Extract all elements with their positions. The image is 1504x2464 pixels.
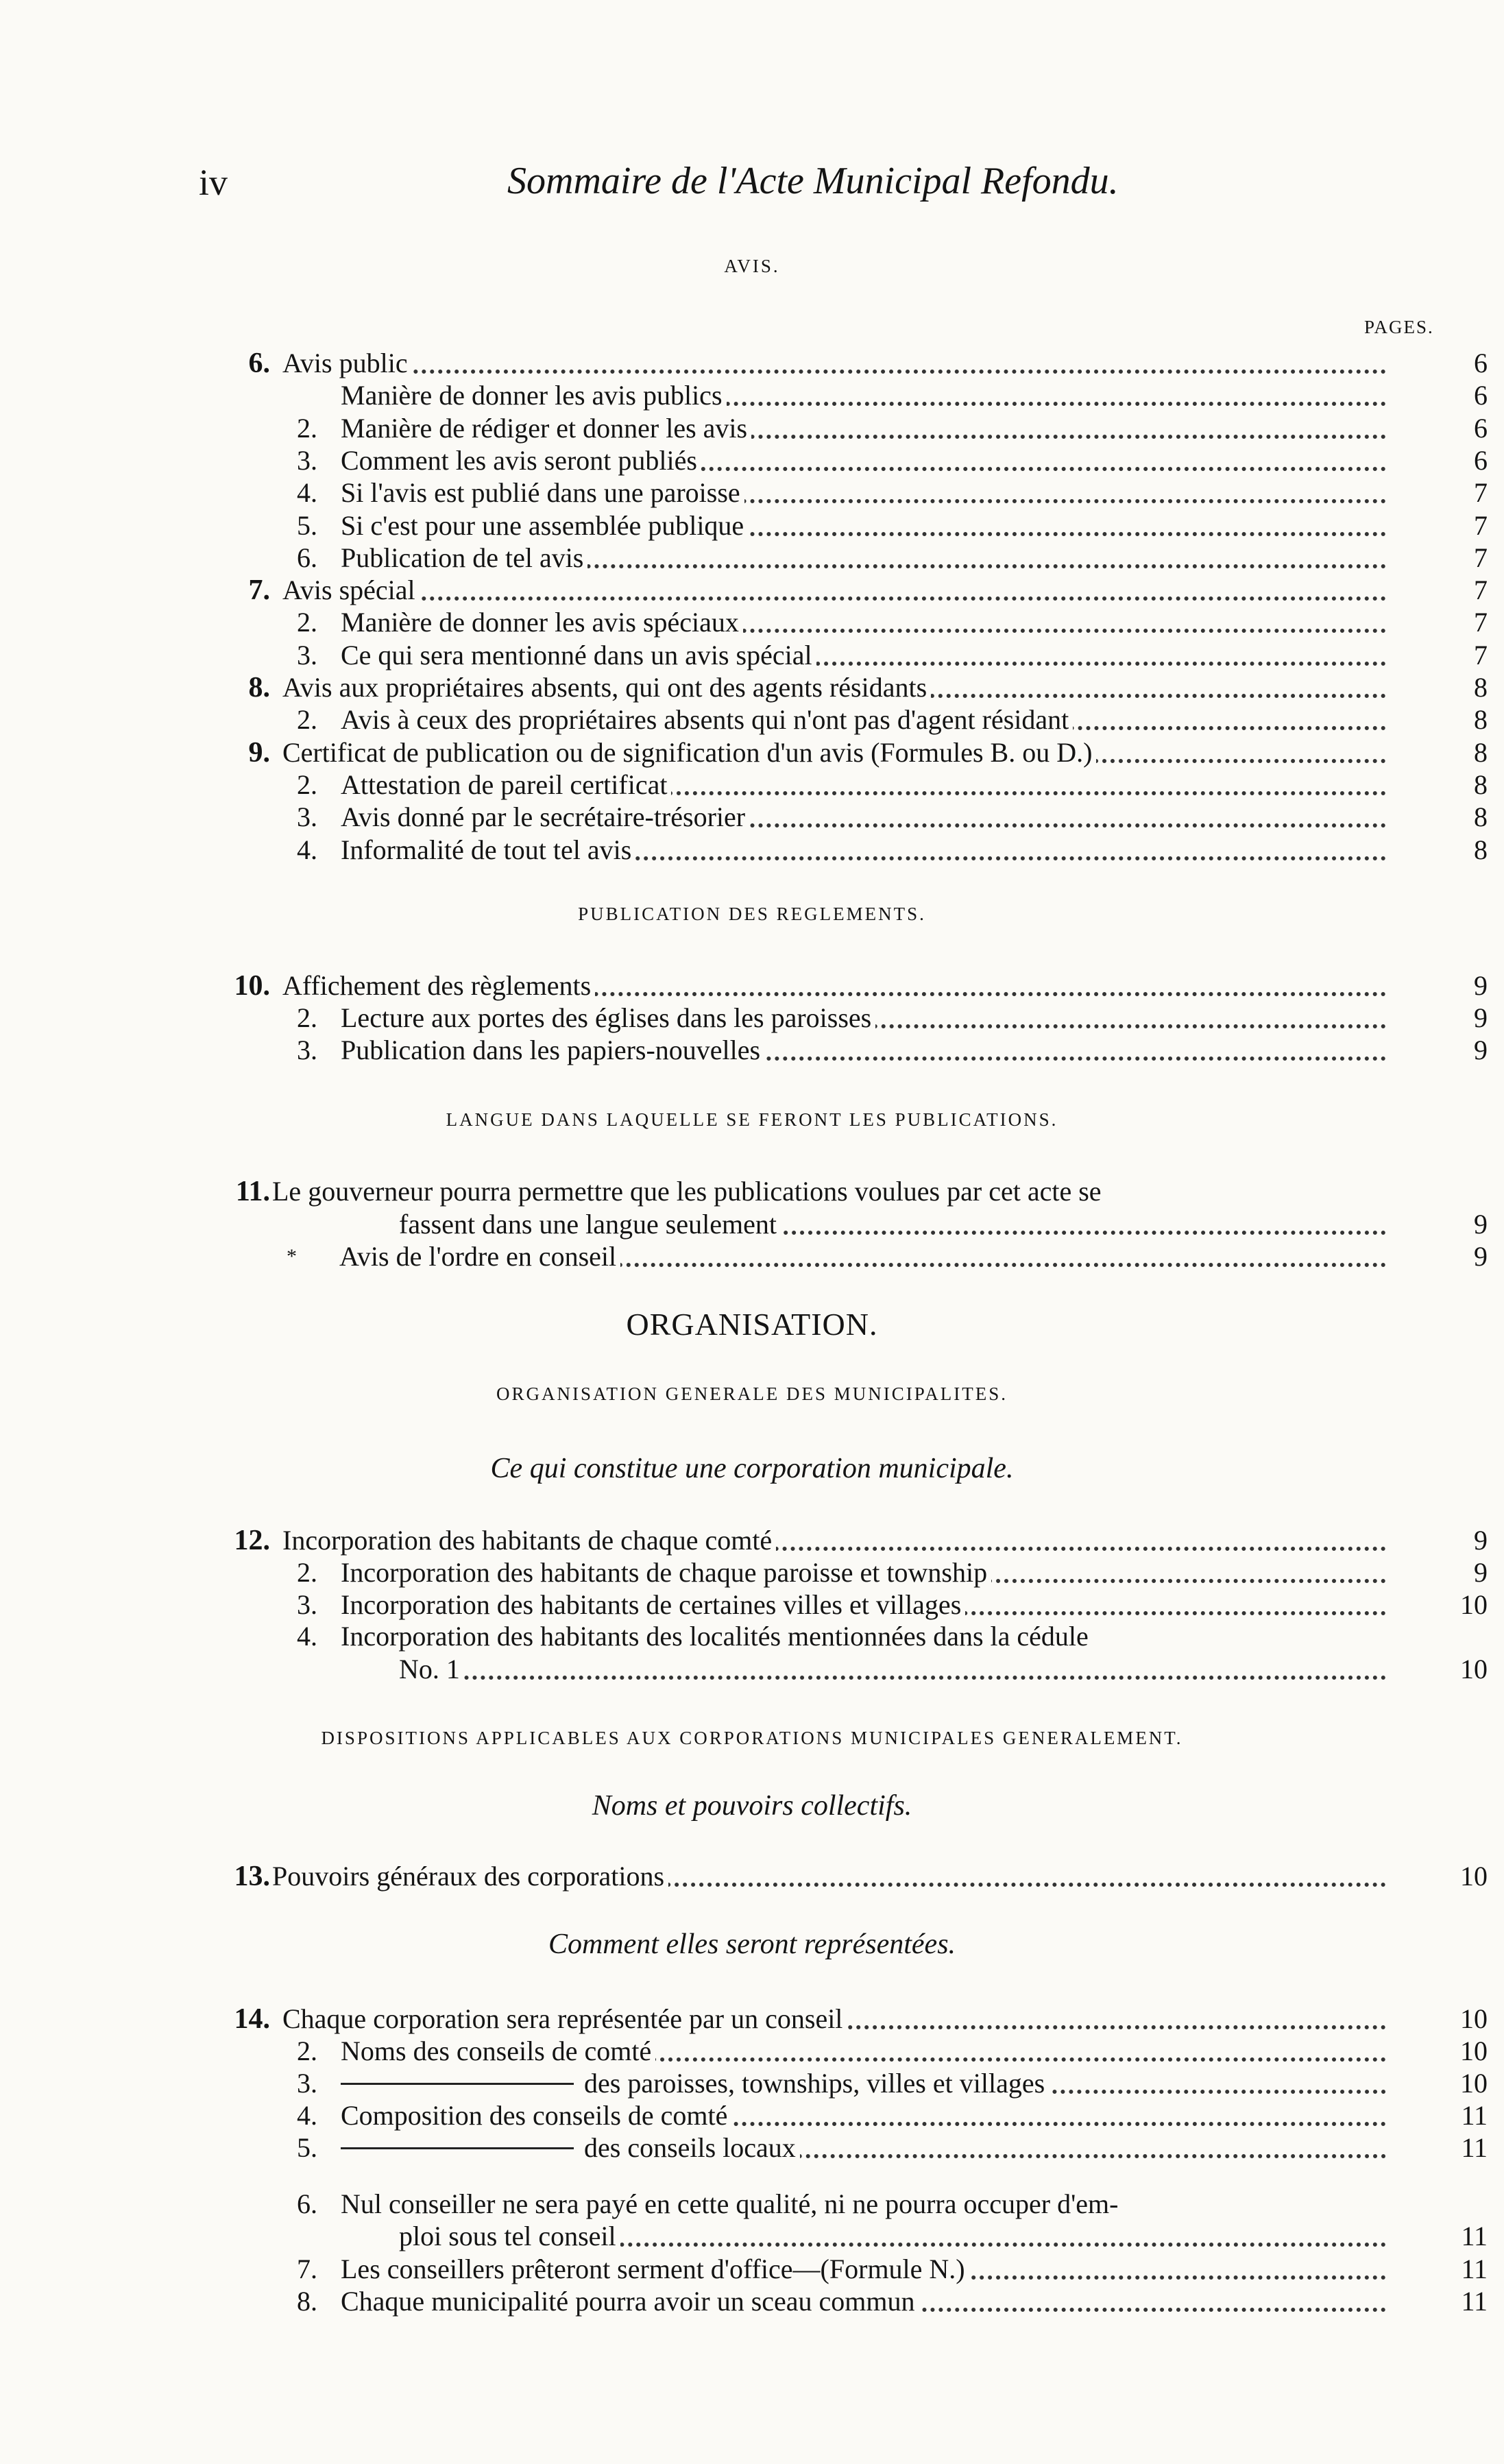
entry-text: Avis public: [282, 348, 412, 378]
entry-page: 9: [1474, 1557, 1488, 1588]
entry-number: 14.: [234, 2003, 270, 2035]
entry-page: 11: [1461, 2221, 1488, 2251]
entry-text: Composition des conseils de comté: [341, 2100, 731, 2131]
toc-entry: [0, 541, 1504, 575]
section-title-dispositions: DISPOSITIONS APPLICABLES AUX CORPORATIONS MUNICIPALES GENERALEMENT.: [321, 1728, 1183, 1748]
entry-text: Pouvoirs généraux des corporations: [272, 1861, 668, 1892]
toc-entry: [0, 378, 1504, 413]
toc-entry: [0, 800, 1504, 834]
entry-page: 7: [1474, 509, 1488, 541]
toc-entry: [0, 2066, 1504, 2101]
entry-text: fassent dans une langue seulement: [399, 1209, 781, 1240]
entry-page: 9: [1474, 1525, 1488, 1556]
entry-text: Le gouverneur pourra permettre que les publications voulues par cet acte se: [272, 1176, 1102, 1207]
entry-subnumber: 3.: [297, 801, 317, 833]
entry-text: Si c'est pour une assemblée publique: [341, 510, 748, 541]
entry-subnumber: 3.: [297, 2068, 317, 2099]
entry-text: Publication dans les papiers-nouvelles: [341, 1035, 764, 1065]
entry-subnumber: 4.: [297, 1621, 317, 1652]
toc-entry: [0, 605, 1504, 640]
entry-text: Noms des conseils de comté: [341, 2036, 655, 2066]
entry-number: 13.: [234, 1861, 270, 1892]
toc-entry: [0, 768, 1504, 802]
entry-text: Informalité de tout tel avis: [341, 834, 635, 865]
entry-page: 9: [1474, 970, 1488, 1001]
entry-subnumber: 4.: [297, 477, 317, 509]
toc-entry: [0, 2284, 1504, 2319]
entry-page: 6: [1474, 444, 1488, 476]
entry-page: 11: [1461, 2254, 1488, 2284]
entry-subnumber: 2.: [297, 412, 317, 444]
entry-subnumber: 2.: [297, 1557, 317, 1588]
entry-text: Lecture aux portes des églises dans les paroisses: [341, 1002, 875, 1033]
section-title-langue: LANGUE DANS LAQUELLE SE FERONT LES PUBLICATIONS.: [446, 1109, 1058, 1130]
toc-entry: [0, 671, 1504, 705]
entry-number: 8.: [248, 672, 270, 703]
entry-text: Avis de l'ordre en conseil: [339, 1241, 620, 1272]
entry-subnumber: 2.: [297, 1002, 317, 1033]
entry-page: 7: [1474, 607, 1488, 638]
entry-text: Ce qui sera mentionné dans un avis spécial: [341, 640, 816, 671]
entry-subnumber: 3.: [297, 444, 317, 476]
entry-number: 9.: [248, 736, 270, 769]
entry-page: 6: [1474, 348, 1488, 378]
toc-entry: [0, 2099, 1504, 2133]
section-italic-heading: Comment elles seront représentées.: [548, 1929, 956, 1960]
toc-entry: [0, 2252, 1504, 2286]
toc-entry: [0, 444, 1504, 478]
toc-entry: [0, 969, 1504, 1003]
ditto-dash: [341, 2083, 574, 2085]
entry-text: Les conseillers prêteront serment d'office—(Formule N.): [341, 2254, 969, 2284]
entry-text: Comment les avis seront publiés: [341, 445, 701, 476]
toc-entry: [0, 2002, 1504, 2036]
entry-text: Manière de donner les avis spéciaux: [341, 607, 743, 638]
section-italic-heading: Ce qui constitue une corporation municipale.: [490, 1453, 1014, 1484]
entry-line: [0, 1207, 1504, 1242]
entry-page: 11: [1461, 2286, 1488, 2317]
entry-page: 6: [1474, 412, 1488, 444]
entry-page: 8: [1474, 736, 1488, 768]
entry-line: [0, 1652, 1504, 1687]
entry-text: Incorporation des habitants de chaque paroisse et township: [341, 1557, 991, 1588]
entry-text: Nul conseiller ne sera payé en cette qualité, ni ne pourra occuper d'em-: [341, 2188, 1119, 2219]
entry-page: 6: [1474, 380, 1488, 411]
toc-entry: [0, 1556, 1504, 1590]
entry-page: 8: [1474, 704, 1488, 736]
toc-entry: [0, 573, 1504, 607]
entry-page: 10: [1460, 1861, 1488, 1892]
entry-text: Affichement des règlements: [282, 970, 595, 1001]
toc-entry: [0, 833, 1504, 867]
entry-subnumber: 3.: [297, 1035, 317, 1065]
entry-page: 11: [1461, 2132, 1488, 2163]
entry-page: 7: [1474, 477, 1488, 509]
toc-entry: [0, 476, 1504, 510]
entry-page: 10: [1460, 2036, 1488, 2066]
entry-text: Chaque corporation sera représentée par un conseil: [282, 2003, 847, 2034]
entry-text: Incorporation des habitants de certaines villes et villages: [341, 1589, 965, 1620]
entry-text: Avis à ceux des propriétaires absents qui n'ont pas d'agent résidant: [341, 704, 1073, 735]
page-title: Sommaire de l'Acte Municipal Refondu.: [507, 160, 1119, 202]
toc-entry-13: [0, 1859, 1504, 1894]
section-title-avis: AVIS.: [724, 256, 780, 276]
entry-page: 10: [1460, 1654, 1488, 1684]
entry-subnumber: 5.: [297, 2132, 317, 2163]
entry-subnumber: 8.: [297, 2286, 317, 2317]
entry-text: Si l'avis est publié dans une paroisse: [341, 477, 744, 508]
entry-text: Publication de tel avis: [341, 542, 587, 573]
entry-subnumber: 6.: [297, 2188, 317, 2219]
pages-label: PAGES.: [1364, 317, 1434, 337]
entry-text: Manière de donner les avis publics: [341, 380, 727, 411]
entry-page: 10: [1460, 1589, 1488, 1620]
entry-page: 7: [1474, 639, 1488, 671]
entry-subnumber: 2.: [297, 2036, 317, 2066]
entry-page: 8: [1474, 801, 1488, 833]
toc-entry: [0, 2131, 1504, 2165]
toc-entry: [0, 736, 1504, 770]
toc-entry: [0, 1588, 1504, 1622]
entry-page: 8: [1474, 769, 1488, 800]
section-title-organisation: ORGANISATION.: [626, 1307, 878, 1342]
entry-text: No. 1: [399, 1654, 464, 1684]
entry-page: 7: [1474, 575, 1488, 606]
entry-subnumber: 3.: [297, 639, 317, 671]
entry-page: 7: [1474, 542, 1488, 573]
toc-entry: [0, 346, 1504, 381]
toc-entry: [0, 509, 1504, 543]
entry-page: 10: [1460, 2003, 1488, 2034]
entry-line: * Avis de l'ordre en conseil 9: [0, 1240, 1504, 1274]
entry-subnumber: 4.: [297, 2100, 317, 2131]
entry-number: 12.: [234, 1525, 270, 1556]
entry-subnumber: 4.: [297, 834, 317, 865]
entry-subnumber: 2.: [297, 769, 317, 800]
entry-page: 9: [1474, 1002, 1488, 1033]
entry-text: Incorporation des habitants de chaque comté: [282, 1525, 776, 1556]
entry-text: Incorporation des habitants des localités mentionnées dans la cédule: [341, 1621, 1089, 1652]
entry-number: 6.: [248, 348, 270, 379]
entry-number: 10.: [234, 970, 270, 1002]
toc-entry: [0, 1523, 1504, 1558]
toc-entry: [0, 1033, 1504, 1067]
entry-page: 9: [1474, 1241, 1488, 1272]
entry-text: Avis spécial: [282, 575, 420, 605]
entry-page: 9: [1474, 1209, 1488, 1240]
section-italic-heading: Noms et pouvoirs collectifs.: [592, 1790, 912, 1822]
entry-subnumber: 5.: [297, 509, 317, 541]
entry-line: [0, 2219, 1504, 2254]
entry-subnumber: 2.: [297, 704, 317, 736]
toc-entry: [0, 1001, 1504, 1035]
section-title-publication: PUBLICATION DES REGLEMENTS.: [578, 904, 926, 924]
toc-entry: [0, 638, 1504, 673]
section-subtitle-organisation: ORGANISATION GENERALE DES MUNICIPALITES.: [496, 1384, 1008, 1404]
toc-entry: [0, 703, 1504, 737]
entry-text: Attestation de pareil certificat: [341, 769, 671, 800]
toc-entry: [0, 411, 1504, 446]
entry-text: Avis aux propriétaires absents, qui ont des agents résidants: [282, 672, 931, 703]
entry-number: 11.: [235, 1176, 270, 1207]
entry-page: 8: [1474, 672, 1488, 703]
entry-text: des conseils locaux: [584, 2132, 800, 2163]
page-number: iv: [199, 162, 228, 203]
entry-subnumber: 7.: [297, 2254, 317, 2284]
entry-subnumber: 3.: [297, 1589, 317, 1620]
ditto-dash: [341, 2147, 574, 2149]
entry-text: ploi sous tel conseil: [399, 2221, 620, 2251]
entry-subnumber: 6.: [297, 542, 317, 573]
entry-subnumber: 2.: [297, 607, 317, 638]
entry-number: 7.: [248, 575, 270, 607]
entry-text: des paroisses, townships, villes et villages: [584, 2068, 1049, 2099]
entry-page: 10: [1460, 2068, 1488, 2099]
entry-text: Avis donné par le secrétaire-trésorier: [341, 801, 749, 832]
entry-text: Chaque municipalité pourra avoir un sceau commun: [341, 2286, 919, 2317]
entry-page: 9: [1474, 1035, 1488, 1065]
toc-entry: [0, 2034, 1504, 2068]
entry-page: 8: [1474, 834, 1488, 865]
entry-text: Manière de rédiger et donner les avis: [341, 413, 751, 444]
entry-page: 11: [1461, 2100, 1488, 2131]
entry-text: Certificat de publication ou de signification d'un avis (Formules B. ou D.): [282, 737, 1096, 768]
